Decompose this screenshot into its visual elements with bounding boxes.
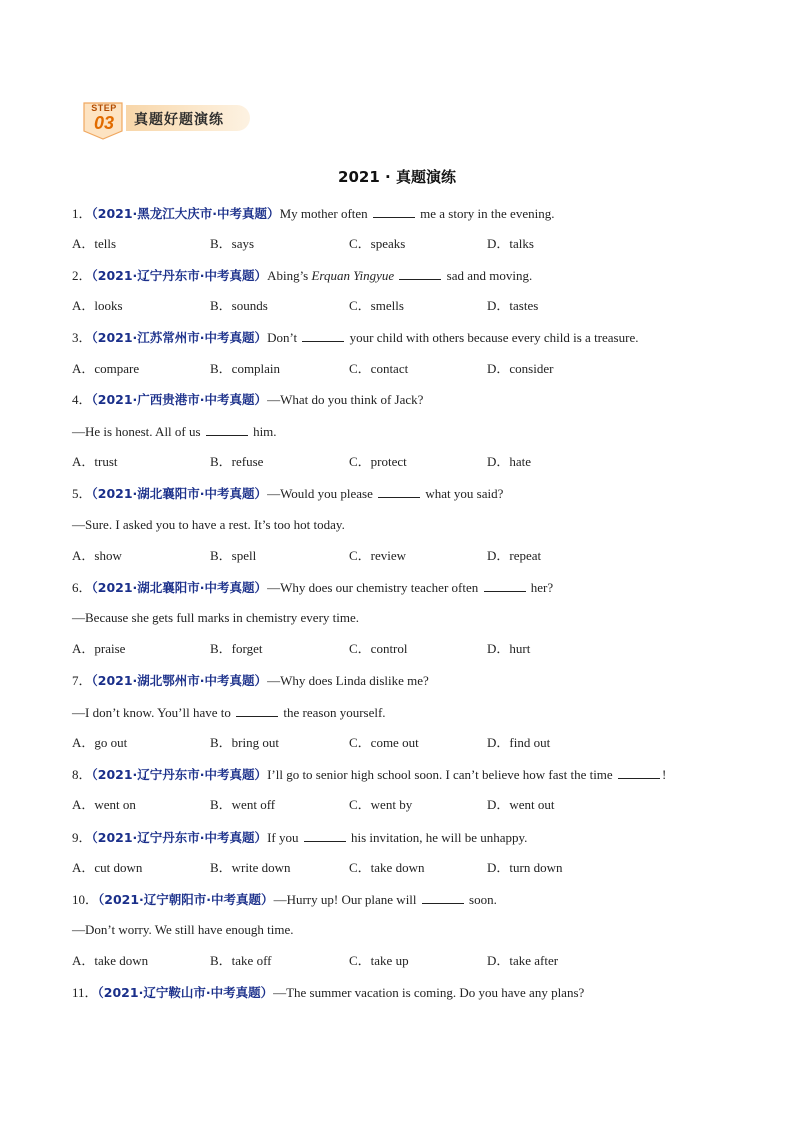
option-a: A．cut down bbox=[72, 860, 143, 875]
question-1 bbox=[72, 204, 554, 223]
question-number: 7． bbox=[72, 673, 92, 688]
question-text: your child with others because every child is a treasure. bbox=[349, 330, 639, 345]
option-d: D．turn down bbox=[487, 860, 563, 875]
question-text: —Hurry up! Our plane will bbox=[273, 892, 417, 907]
question-text: —Would you please bbox=[267, 486, 373, 501]
question-source: （2021·湖北鄂州市·中考真题） bbox=[91, 673, 268, 688]
question-10 bbox=[72, 890, 497, 909]
option-c: C．protect bbox=[349, 454, 407, 469]
question-text: me a story in the evening. bbox=[420, 206, 555, 221]
answer-blank bbox=[304, 828, 346, 842]
option-a: A．go out bbox=[72, 735, 128, 750]
step-number: 03 bbox=[93, 113, 115, 133]
question-11 bbox=[72, 984, 584, 1002]
question-source: （2021·湖北襄阳市·中考真题） bbox=[91, 486, 268, 501]
step-banner bbox=[80, 101, 250, 141]
option-a: A．praise bbox=[72, 641, 126, 656]
question-number: 3． bbox=[72, 330, 92, 345]
option-c: C．come out bbox=[349, 735, 419, 750]
option-d: D．went out bbox=[487, 797, 555, 812]
question-text: ! bbox=[661, 767, 667, 782]
option-a: A．went on bbox=[72, 797, 136, 812]
option-d: D．hate bbox=[487, 454, 532, 469]
option-b: B．spell bbox=[210, 548, 257, 563]
question-7-line-2 bbox=[72, 703, 386, 722]
question-text: her? bbox=[530, 580, 554, 595]
question-6-line-2: —Because she gets full marks in chemistry every time. bbox=[72, 610, 360, 625]
section-title: 2021 · 真题演练 bbox=[338, 168, 456, 186]
option-a: A．show bbox=[72, 548, 122, 563]
question-source: （2021·黑龙江大庆市·中考真题） bbox=[91, 206, 280, 221]
question-text: the reason yourself. bbox=[283, 705, 386, 720]
option-a: A．tells bbox=[72, 236, 117, 251]
answer-blank bbox=[206, 422, 248, 436]
option-c: C．speaks bbox=[349, 236, 406, 251]
question-text: If you bbox=[267, 830, 299, 845]
question-text: I’ll go to senior high school soon. I can’t believe how fast the time bbox=[267, 767, 613, 782]
option-d: D．talks bbox=[487, 236, 534, 251]
option-c: C．review bbox=[349, 548, 407, 563]
option-b: B．went off bbox=[210, 797, 276, 812]
option-d: D．find out bbox=[487, 735, 551, 750]
question-text: —Why does Linda dislike me? bbox=[267, 673, 429, 688]
question-text: sad and moving. bbox=[446, 268, 533, 283]
question-text: —The summer vacation is coming. Do you have any plans? bbox=[273, 985, 585, 1000]
option-d: D．hurt bbox=[487, 641, 531, 656]
option-a: A．take down bbox=[72, 953, 149, 968]
question-source: （2021·江苏常州市·中考真题） bbox=[91, 330, 268, 345]
option-c: C．control bbox=[349, 641, 408, 656]
question-9 bbox=[72, 828, 527, 847]
question-text: soon. bbox=[469, 892, 497, 907]
option-b: B．refuse bbox=[210, 454, 264, 469]
option-a: A．trust bbox=[72, 454, 118, 469]
option-c: C．smells bbox=[349, 298, 404, 313]
option-c: C．take up bbox=[349, 953, 409, 968]
question-text: him. bbox=[253, 424, 277, 439]
question-text: —Why does our chemistry teacher often bbox=[267, 580, 479, 595]
answer-blank bbox=[422, 890, 464, 904]
answer-blank bbox=[618, 765, 660, 779]
question-number: 9． bbox=[72, 830, 92, 845]
option-c: C．went by bbox=[349, 797, 413, 812]
option-d: D．consider bbox=[487, 361, 554, 376]
answer-blank bbox=[378, 484, 420, 498]
question-5 bbox=[72, 484, 503, 503]
question-text: —He is honest. All of us bbox=[72, 424, 201, 439]
question-text: Abing’s bbox=[267, 268, 309, 283]
step-word: STEP bbox=[91, 103, 117, 113]
question-source: （2021·辽宁丹东市·中考真题） bbox=[91, 830, 268, 845]
question-text: —I don’t know. You’ll have to bbox=[72, 705, 231, 720]
answer-blank bbox=[236, 703, 278, 717]
question-source: （2021·辽宁丹东市·中考真题） bbox=[91, 767, 268, 782]
question-source: （2021·辽宁鞍山市·中考真题） bbox=[97, 985, 274, 1000]
answer-blank bbox=[302, 328, 344, 342]
answer-blank bbox=[399, 266, 441, 280]
option-b: B．sounds bbox=[210, 298, 268, 313]
question-text: what you said? bbox=[425, 486, 504, 501]
question-source: （2021·辽宁丹东市·中考真题） bbox=[91, 268, 268, 283]
question-text: —What do you think of Jack? bbox=[267, 392, 424, 407]
option-b: B．says bbox=[210, 236, 255, 251]
question-number: 10． bbox=[72, 892, 99, 907]
option-c: C．contact bbox=[349, 361, 409, 376]
answer-blank bbox=[373, 204, 415, 218]
option-d: D．repeat bbox=[487, 548, 542, 563]
option-b: B．take off bbox=[210, 953, 272, 968]
question-source: （2021·湖北襄阳市·中考真题） bbox=[91, 580, 268, 595]
option-b: B．forget bbox=[210, 641, 263, 656]
question-number: 1． bbox=[72, 206, 92, 221]
question-6 bbox=[72, 578, 553, 597]
question-3 bbox=[72, 328, 638, 347]
option-c: C．take down bbox=[349, 860, 425, 875]
question-source: （2021·广西贵港市·中考真题） bbox=[91, 392, 268, 407]
question-text: his invitation, he will be unhappy. bbox=[350, 830, 528, 845]
option-d: D．take after bbox=[487, 953, 559, 968]
question-10-line-2: —Don’t worry. We still have enough time. bbox=[72, 922, 294, 937]
option-d: D．tastes bbox=[487, 298, 539, 313]
question-2 bbox=[72, 266, 532, 285]
option-b: B．complain bbox=[210, 361, 281, 376]
question-source: （2021·辽宁朝阳市·中考真题） bbox=[98, 892, 274, 907]
option-b: B．bring out bbox=[210, 735, 279, 750]
option-b: B．write down bbox=[210, 860, 291, 875]
question-text: My mother often bbox=[279, 206, 368, 221]
question-5-line-2: —Sure. I asked you to have a rest. It’s too hot today. bbox=[72, 517, 345, 532]
question-number: 6． bbox=[72, 580, 92, 595]
question-number: 11． bbox=[72, 985, 98, 1000]
question-7 bbox=[72, 672, 429, 690]
option-a: A．looks bbox=[72, 298, 123, 313]
step-badge bbox=[80, 101, 126, 141]
question-4-line-2 bbox=[72, 422, 277, 441]
option-a: A．compare bbox=[72, 361, 140, 376]
question-number: 5． bbox=[72, 486, 92, 501]
question-8 bbox=[72, 765, 666, 784]
answer-blank bbox=[484, 578, 526, 592]
title-italic: Erquan Yingyue bbox=[311, 268, 395, 283]
question-number: 2． bbox=[72, 268, 92, 283]
step-title: 真题好题演练 bbox=[134, 112, 224, 128]
question-text: Don’t bbox=[267, 330, 298, 345]
question-4 bbox=[72, 391, 423, 409]
question-number: 8． bbox=[72, 767, 92, 782]
question-number: 4． bbox=[72, 392, 92, 407]
